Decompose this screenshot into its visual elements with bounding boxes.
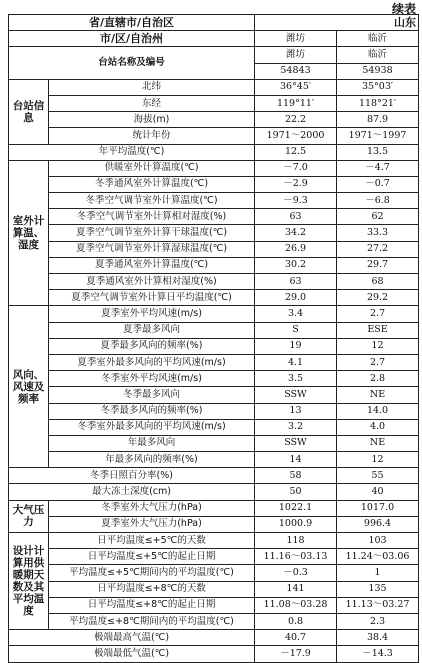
table-row bbox=[9, 225, 419, 241]
row-label: 夏季最多风向的频率(%) bbox=[49, 338, 255, 354]
city-label: 市/区/自治州 bbox=[9, 31, 255, 47]
value-cell: 68 bbox=[337, 274, 419, 290]
table-row bbox=[9, 338, 419, 354]
station-id-2: 54938 bbox=[337, 63, 419, 79]
value-cell: 19 bbox=[255, 338, 337, 354]
value-cell: 62 bbox=[337, 209, 419, 225]
row-label: 北纬 bbox=[49, 79, 255, 95]
value-cell: －17.9 bbox=[255, 646, 337, 662]
row-label: 日平均温度≤+5℃的起止日期 bbox=[49, 549, 255, 565]
value-cell: －4.7 bbox=[337, 160, 419, 176]
value-cell: 118°21′ bbox=[337, 95, 419, 111]
climate-data-table bbox=[8, 14, 419, 663]
value-cell: －0.7 bbox=[337, 176, 419, 192]
row-label: 夏季最多风向 bbox=[49, 322, 255, 338]
row-label: 平均温度≤+8℃期间内的平均温度(℃) bbox=[49, 613, 255, 629]
table-row bbox=[9, 597, 419, 613]
table-row bbox=[9, 322, 419, 338]
value-cell: 13 bbox=[255, 403, 337, 419]
table-row bbox=[9, 630, 419, 646]
continued-label: 续表 bbox=[391, 2, 416, 16]
value-cell: 996.4 bbox=[337, 516, 419, 532]
value-cell: 1000.9 bbox=[255, 516, 337, 532]
value-cell: 40.7 bbox=[255, 630, 337, 646]
value-cell: 2.3 bbox=[337, 613, 419, 629]
table-row bbox=[9, 500, 419, 516]
value-cell: 22.2 bbox=[255, 112, 337, 128]
value-cell: NE bbox=[337, 435, 419, 451]
group-label: 风向、风速及频率 bbox=[9, 306, 49, 468]
row-label: 年最多风向的频率(%) bbox=[49, 452, 255, 468]
table-row bbox=[9, 160, 419, 176]
value-cell: 26.9 bbox=[255, 241, 337, 257]
value-cell: 63 bbox=[255, 274, 337, 290]
table-row bbox=[9, 79, 419, 95]
station-label: 台站名称及编号 bbox=[9, 47, 255, 79]
table-row bbox=[9, 209, 419, 225]
table-row bbox=[9, 435, 419, 451]
value-cell: 1971～1997 bbox=[337, 128, 419, 144]
value-cell: －14.3 bbox=[337, 646, 419, 662]
table-row bbox=[9, 371, 419, 387]
table-row bbox=[9, 354, 419, 370]
value-cell: 1971～2000 bbox=[255, 128, 337, 144]
table-row bbox=[9, 549, 419, 565]
table-row bbox=[9, 95, 419, 111]
table-row bbox=[9, 403, 419, 419]
value-cell: S bbox=[255, 322, 337, 338]
row-label: 极端最低气温(℃) bbox=[9, 646, 255, 662]
row-label: 极端最高气温(℃) bbox=[9, 630, 255, 646]
value-cell: 29.7 bbox=[337, 257, 419, 273]
row-label: 夏季室外大气压力(hPa) bbox=[49, 516, 255, 532]
row-label: 夏季室外最多风向的平均风速(m/s) bbox=[49, 354, 255, 370]
value-cell: 1017.0 bbox=[337, 500, 419, 516]
value-cell: 11.16～03.13 bbox=[255, 549, 337, 565]
value-cell: 0.8 bbox=[255, 613, 337, 629]
table-row bbox=[9, 387, 419, 403]
value-cell: 135 bbox=[337, 581, 419, 597]
table-row bbox=[9, 468, 419, 484]
row-label: 夏季空气调节室外计算湿球温度(℃) bbox=[49, 241, 255, 257]
value-cell: 36°45′ bbox=[255, 79, 337, 95]
value-cell: 1 bbox=[337, 565, 419, 581]
table-row bbox=[9, 484, 419, 500]
row-label: 冬季最多风向 bbox=[49, 387, 255, 403]
table-row bbox=[9, 241, 419, 257]
value-cell: 63 bbox=[255, 209, 337, 225]
value-cell: 38.4 bbox=[337, 630, 419, 646]
group-label: 大气压力 bbox=[9, 500, 49, 532]
value-cell: 58 bbox=[255, 468, 337, 484]
row-label: 夏季室外平均风速(m/s) bbox=[49, 306, 255, 322]
row-label: 冬季最多风向的频率(%) bbox=[49, 403, 255, 419]
table-row bbox=[9, 176, 419, 192]
value-cell: 33.3 bbox=[337, 225, 419, 241]
row-label: 冬季空气调节室外计算温度(℃) bbox=[49, 193, 255, 209]
table-row bbox=[9, 533, 419, 549]
value-cell: 50 bbox=[255, 484, 337, 500]
station-name-1: 潍坊 bbox=[255, 47, 337, 63]
value-cell: 12.5 bbox=[255, 144, 337, 160]
row-label: 平均温度≤+5℃期间内的平均温度(℃) bbox=[49, 565, 255, 581]
value-cell: 29.0 bbox=[255, 290, 337, 306]
value-cell: 3.4 bbox=[255, 306, 337, 322]
province-label: 省/直辖市/自治区 bbox=[9, 15, 255, 31]
row-label: 日平均温度≤+8℃的起止日期 bbox=[49, 597, 255, 613]
value-cell: 119°11′ bbox=[255, 95, 337, 111]
table-row bbox=[9, 290, 419, 306]
value-cell: 34.2 bbox=[255, 225, 337, 241]
table-row bbox=[9, 193, 419, 209]
row-label: 冬季空气调节室外计算相对湿度(%) bbox=[49, 209, 255, 225]
group-label: 室外计算温、湿度 bbox=[9, 160, 49, 306]
row-label: 供暖室外计算温度(℃) bbox=[49, 160, 255, 176]
group-label: 台站信息 bbox=[9, 79, 49, 144]
table-row bbox=[9, 128, 419, 144]
row-label: 夏季通风室外计算温度(℃) bbox=[49, 257, 255, 273]
value-cell: 14 bbox=[255, 452, 337, 468]
table-row bbox=[9, 274, 419, 290]
row-label: 冬季日照百分率(%) bbox=[9, 468, 255, 484]
row-label: 日平均温度≤+8℃的天数 bbox=[49, 581, 255, 597]
value-cell: －0.3 bbox=[255, 565, 337, 581]
table-row bbox=[9, 419, 419, 435]
table-row bbox=[9, 516, 419, 532]
table-row bbox=[9, 646, 419, 662]
value-cell: 1022.1 bbox=[255, 500, 337, 516]
header-row-city bbox=[9, 31, 419, 47]
value-cell: －2.9 bbox=[255, 176, 337, 192]
value-cell: 12 bbox=[337, 338, 419, 354]
value-cell: NE bbox=[337, 387, 419, 403]
value-cell: －7.0 bbox=[255, 160, 337, 176]
row-label: 冬季室外大气压力(hPa) bbox=[49, 500, 255, 516]
row-label: 冬季室外最多风向的平均风速(m/s) bbox=[49, 419, 255, 435]
station-name-2: 临沂 bbox=[337, 47, 419, 63]
row-label: 统计年份 bbox=[49, 128, 255, 144]
value-cell: 11.08～03.28 bbox=[255, 597, 337, 613]
header-row-province bbox=[9, 15, 419, 31]
value-cell: 3.5 bbox=[255, 371, 337, 387]
row-label: 海拔(m) bbox=[49, 112, 255, 128]
value-cell: 87.9 bbox=[337, 112, 419, 128]
value-cell: 4.0 bbox=[337, 419, 419, 435]
value-cell: 4.1 bbox=[255, 354, 337, 370]
value-cell: 3.2 bbox=[255, 419, 337, 435]
table-row bbox=[9, 452, 419, 468]
row-label: 夏季空气调节室外计算干球温度(℃) bbox=[49, 225, 255, 241]
value-cell: 12 bbox=[337, 452, 419, 468]
value-cell: SSW bbox=[255, 387, 337, 403]
value-cell: 118 bbox=[255, 533, 337, 549]
table-row bbox=[9, 565, 419, 581]
value-cell: SSW bbox=[255, 435, 337, 451]
province-name: 山东 bbox=[255, 15, 419, 31]
row-label: 夏季空气调节室外计算日平均温度(℃) bbox=[49, 290, 255, 306]
value-cell: －9.3 bbox=[255, 193, 337, 209]
value-cell: 11.24～03.06 bbox=[337, 549, 419, 565]
header-row-station-name bbox=[9, 47, 419, 63]
value-cell: 2.8 bbox=[337, 371, 419, 387]
value-cell: 2.7 bbox=[337, 354, 419, 370]
value-cell: 35°03′ bbox=[337, 79, 419, 95]
value-cell: 103 bbox=[337, 533, 419, 549]
row-label: 年平均温度(℃) bbox=[9, 144, 255, 160]
row-label: 冬季室外平均风速(m/s) bbox=[49, 371, 255, 387]
table-row bbox=[9, 144, 419, 160]
value-cell: 14.0 bbox=[337, 403, 419, 419]
value-cell: 29.2 bbox=[337, 290, 419, 306]
value-cell: －6.8 bbox=[337, 193, 419, 209]
value-cell: 141 bbox=[255, 581, 337, 597]
row-label: 最大冻土深度(cm) bbox=[9, 484, 255, 500]
value-cell: 30.2 bbox=[255, 257, 337, 273]
station-id-1: 54843 bbox=[255, 63, 337, 79]
city-name-1: 潍坊 bbox=[255, 31, 337, 47]
value-cell: 27.2 bbox=[337, 241, 419, 257]
value-cell: 13.5 bbox=[337, 144, 419, 160]
value-cell: ESE bbox=[337, 322, 419, 338]
table-row bbox=[9, 613, 419, 629]
value-cell: 55 bbox=[337, 468, 419, 484]
value-cell: 11.13～03.27 bbox=[337, 597, 419, 613]
value-cell: 2.7 bbox=[337, 306, 419, 322]
row-label: 东经 bbox=[49, 95, 255, 111]
row-label: 冬季通风室外计算温度(℃) bbox=[49, 176, 255, 192]
table-row bbox=[9, 581, 419, 597]
row-label: 日平均温度≤+5℃的天数 bbox=[49, 533, 255, 549]
city-name-2: 临沂 bbox=[337, 31, 419, 47]
table-row bbox=[9, 112, 419, 128]
value-cell: 40 bbox=[337, 484, 419, 500]
table-row bbox=[9, 306, 419, 322]
group-label: 设计计算用供暖期天数及其平均温度 bbox=[9, 533, 49, 630]
row-label: 年最多风向 bbox=[49, 435, 255, 451]
row-label: 夏季通风室外计算相对湿度(%) bbox=[49, 274, 255, 290]
table-row bbox=[9, 257, 419, 273]
